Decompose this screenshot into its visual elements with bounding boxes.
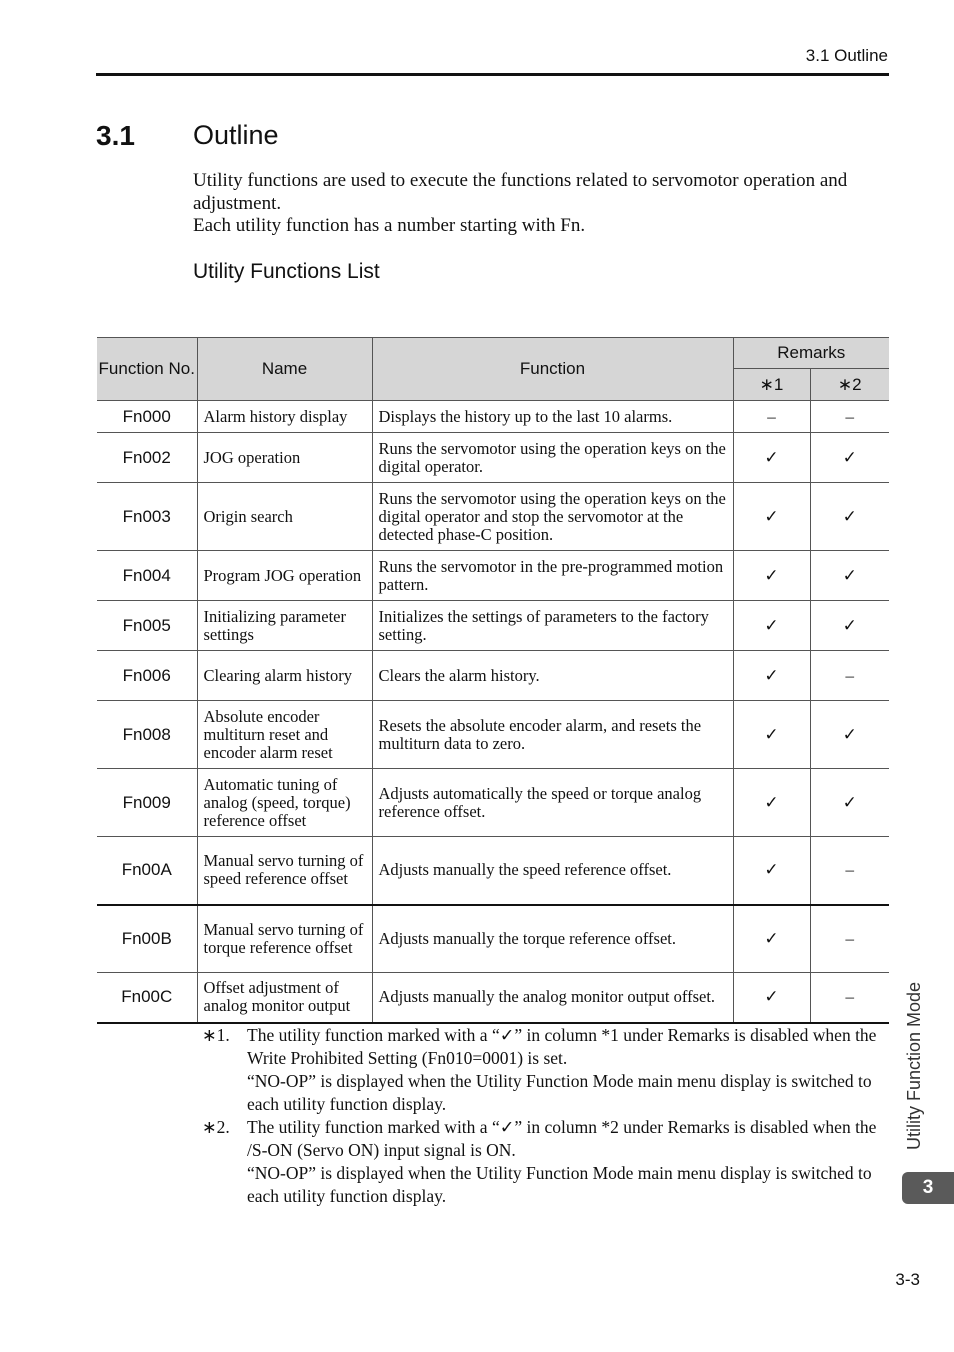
function-description: Adjusts manually the analog monitor output offset.	[372, 973, 733, 1023]
function-description: Displays the history up to the last 10 alarms.	[372, 401, 733, 433]
function-no: Fn00B	[97, 905, 197, 973]
function-no: Fn002	[97, 433, 197, 483]
header-function: Function	[372, 338, 733, 401]
remark-1-mark: ✓	[733, 905, 810, 973]
remark-2-mark: –	[810, 651, 889, 701]
remark-1-mark: ✓	[733, 433, 810, 483]
remark-2-mark: –	[810, 401, 889, 433]
function-name: Automatic tuning of analog (speed, torque) reference offset	[197, 769, 372, 837]
footnote-marker: ∗1.	[202, 1025, 230, 1045]
remark-1-mark: ✓	[733, 483, 810, 551]
function-description: Initializes the settings of parameters to the factory setting.	[372, 601, 733, 651]
function-name: Manual servo turning of torque reference offset	[197, 905, 372, 973]
table-row	[97, 551, 889, 601]
intro-paragraph-1: Utility functions are used to execute the functions related to servomotor operation and adjustment.	[193, 170, 848, 214]
intro-text	[193, 170, 883, 238]
subheading: Utility Functions List	[193, 260, 380, 283]
function-name: Offset adjustment of analog monitor output	[197, 973, 372, 1023]
footnote-marker: ∗2.	[202, 1117, 230, 1137]
header-function-no: Function No.	[97, 338, 197, 401]
remark-2-mark: ✓	[810, 483, 889, 551]
function-description: Adjusts manually the speed reference offset.	[372, 837, 733, 905]
footnote	[202, 1116, 882, 1208]
table-row	[97, 701, 889, 769]
function-name: Manual servo turning of speed reference offset	[197, 837, 372, 905]
remark-2-mark: ✓	[810, 701, 889, 769]
page-number: 3-3	[895, 1270, 920, 1289]
remark-1-mark: ✓	[733, 769, 810, 837]
table-row	[97, 905, 889, 973]
remark-2-mark: ✓	[810, 601, 889, 651]
intro-paragraph-2: Each utility function has a number starting with Fn.	[193, 215, 586, 236]
remark-1-mark: ✓	[733, 601, 810, 651]
running-header: 3.1 Outline	[805, 46, 888, 65]
remark-2-mark: ✓	[810, 551, 889, 601]
function-description: Clears the alarm history.	[372, 651, 733, 701]
remark-1-mark: ✓	[733, 651, 810, 701]
table-row	[97, 973, 889, 1023]
function-description: Runs the servomotor using the operation keys on the digital operator and stop the servomotor at the detected phase-C position.	[372, 483, 733, 551]
remark-2-mark: –	[810, 837, 889, 905]
function-description: Runs the servomotor using the operation keys on the digital operator.	[372, 433, 733, 483]
function-no: Fn00A	[97, 837, 197, 905]
remark-1-mark: ✓	[733, 973, 810, 1023]
section-title: Outline	[193, 120, 279, 150]
table-row	[97, 401, 889, 433]
footnote	[202, 1024, 882, 1116]
table-row	[97, 769, 889, 837]
function-name: Program JOG operation	[197, 551, 372, 601]
table-row	[97, 601, 889, 651]
header-rule	[96, 73, 889, 76]
footnote-body	[247, 1116, 882, 1208]
function-no: Fn00C	[97, 973, 197, 1023]
footnotes	[202, 1024, 882, 1208]
function-description: Adjusts manually the torque reference offset.	[372, 905, 733, 973]
function-name: Origin search	[197, 483, 372, 551]
function-no: Fn008	[97, 701, 197, 769]
function-no: Fn009	[97, 769, 197, 837]
function-no: Fn004	[97, 551, 197, 601]
function-description: Runs the servomotor in the pre-programmed motion pattern.	[372, 551, 733, 601]
remark-1-mark: ✓	[733, 701, 810, 769]
remark-1-mark: ✓	[733, 551, 810, 601]
footnote-text: The utility function marked with a “✓” in column *1 under Remarks is disabled when the Write Prohibited Setting (Fn010=0001) is set.	[247, 1025, 877, 1068]
function-no: Fn006	[97, 651, 197, 701]
footnote-text: The utility function marked with a “✓” in column *2 under Remarks is disabled when the /S-ON (Servo ON) input signal is ON.	[247, 1117, 877, 1160]
function-no: Fn005	[97, 601, 197, 651]
remark-1-mark: –	[733, 401, 810, 433]
remark-2-mark: ✓	[810, 433, 889, 483]
header-remarks: Remarks	[733, 338, 889, 369]
chapter-side-label: Utility Function Mode	[904, 981, 924, 1150]
header-remark-2: ∗2	[810, 369, 889, 401]
table-row	[97, 483, 889, 551]
utility-functions-table	[97, 337, 889, 1024]
remark-1-mark: ✓	[733, 837, 810, 905]
function-name: JOG operation	[197, 433, 372, 483]
function-no: Fn000	[97, 401, 197, 433]
function-description: Resets the absolute encoder alarm, and resets the multiturn data to zero.	[372, 701, 733, 769]
function-description: Adjusts automatically the speed or torque analog reference offset.	[372, 769, 733, 837]
footnote-text: “NO-OP” is displayed when the Utility Function Mode main menu display is switched to each utility function display.	[247, 1071, 872, 1114]
table-row	[97, 651, 889, 701]
function-name: Alarm history display	[197, 401, 372, 433]
footnote-text: “NO-OP” is displayed when the Utility Function Mode main menu display is switched to each utility function display.	[247, 1163, 872, 1206]
function-name: Initializing parameter settings	[197, 601, 372, 651]
footnote-body	[247, 1024, 882, 1116]
chapter-tab: 3	[902, 1172, 954, 1204]
function-name: Absolute encoder multiturn reset and encoder alarm reset	[197, 701, 372, 769]
table-row	[97, 433, 889, 483]
table-row	[97, 837, 889, 905]
remark-2-mark: ✓	[810, 769, 889, 837]
function-no: Fn003	[97, 483, 197, 551]
remark-2-mark: –	[810, 905, 889, 973]
function-name: Clearing alarm history	[197, 651, 372, 701]
remark-2-mark: –	[810, 973, 889, 1023]
section-number: 3.1	[96, 120, 135, 151]
header-name: Name	[197, 338, 372, 401]
header-remark-1: ∗1	[733, 369, 810, 401]
